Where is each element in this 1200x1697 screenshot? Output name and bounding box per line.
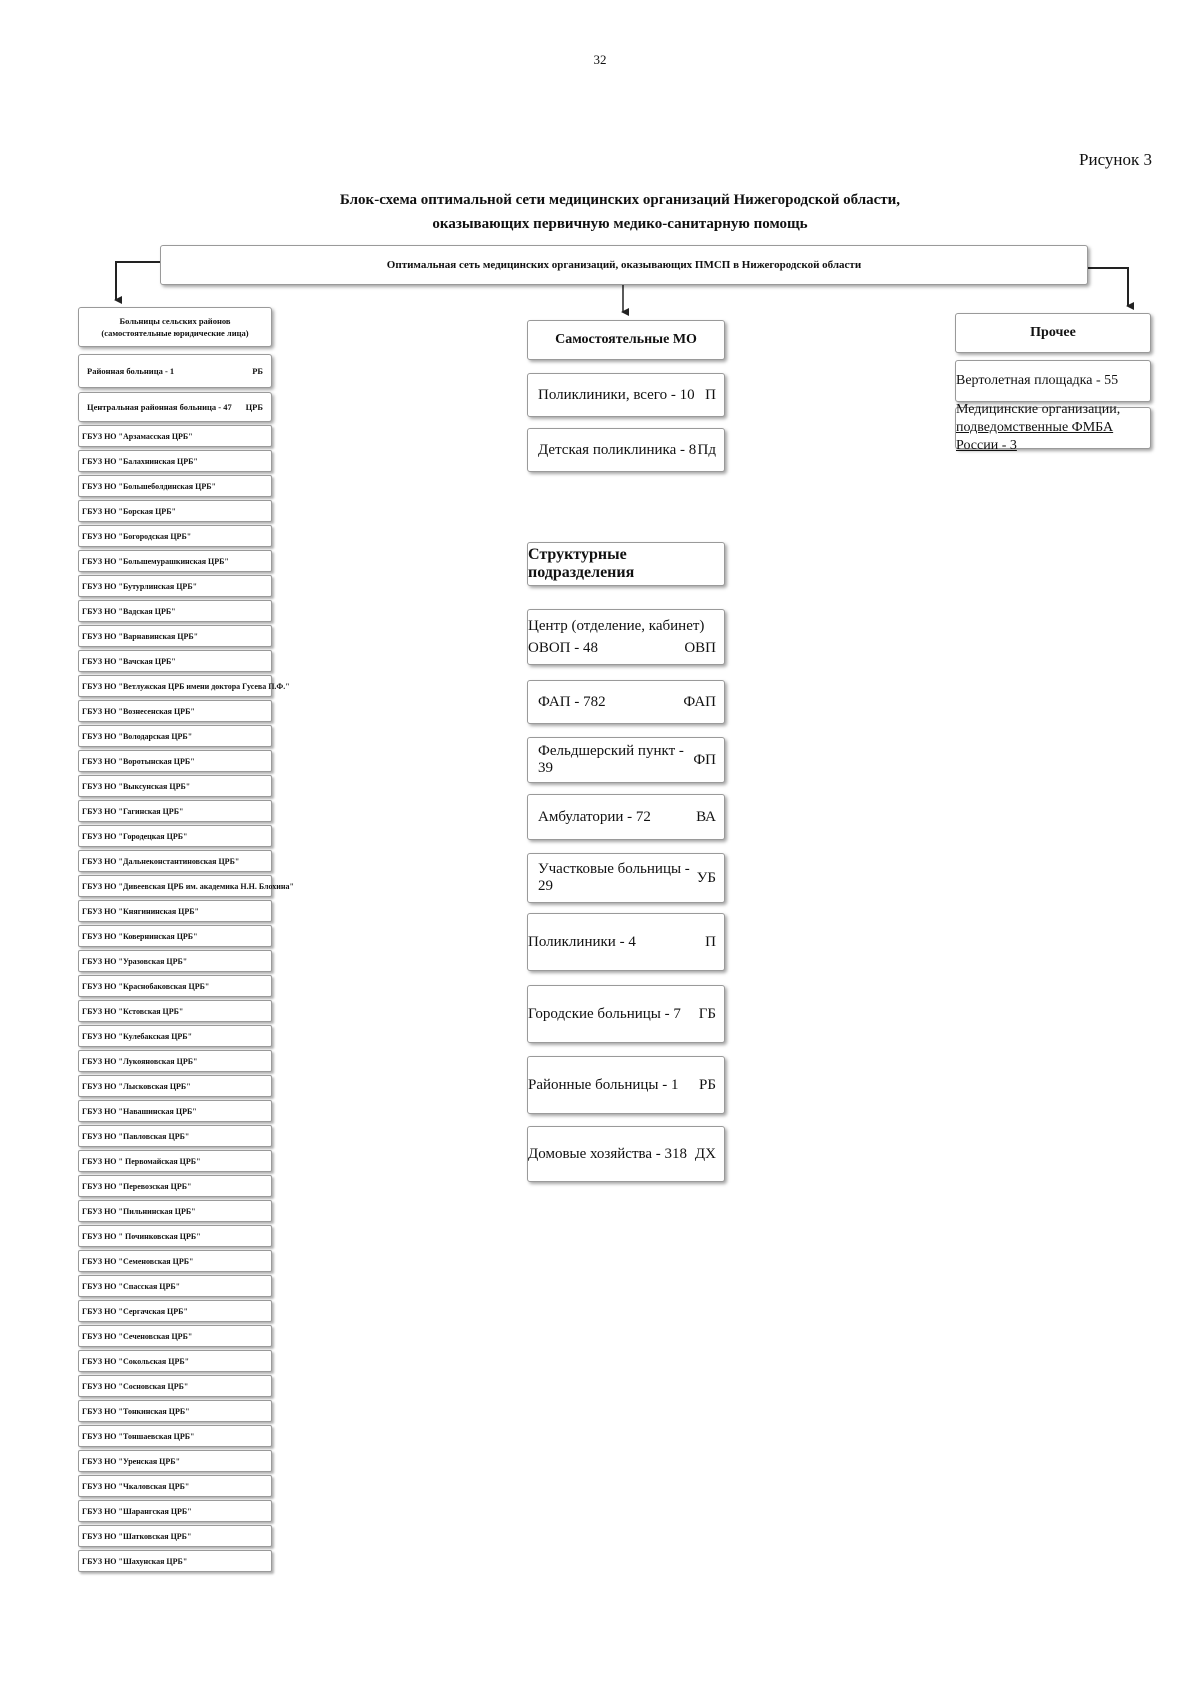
center-item-rayon-hospitals: [527, 1056, 725, 1114]
center-item-label: Домовые хозяйства - 318: [528, 1145, 688, 1162]
center-item-label: Фельдшерский пункт - 39: [538, 743, 684, 776]
diagram-title: [200, 188, 1040, 236]
center-item-code: Пд: [697, 441, 716, 458]
left-sub-2-label: Центральная районная больница - 47: [87, 402, 232, 412]
center-item-label: Районные больницы - 1: [528, 1076, 679, 1093]
center-item-code: ДХ: [694, 1145, 716, 1162]
left-header-line-1: Больницы сельских районов: [119, 316, 231, 326]
right-item-fmba-line1: Медицинские организации,: [956, 402, 1121, 417]
center-item-code: ВА: [696, 808, 716, 825]
left-hospital-item: ГБУЗ НО "Семеновская ЦРБ": [78, 1250, 272, 1272]
center-item-polyclinics: [527, 373, 725, 417]
left-hospital-item: ГБУЗ НО "Кулебакская ЦРБ": [78, 1025, 272, 1047]
left-hospital-item: ГБУЗ НО "Выксунская ЦРБ": [78, 775, 272, 797]
center-item-ovp-line1: Центр (отделение, кабинет): [528, 618, 705, 634]
center-item-households: [527, 1126, 725, 1182]
center-item-label: Поликлиники - 4: [528, 933, 636, 950]
left-hospital-item: ГБУЗ НО "Большеболдинская ЦРБ": [78, 475, 272, 497]
left-hospital-item: ГБУЗ НО "Бутурлинская ЦРБ": [78, 575, 272, 597]
connector-right: [1088, 268, 1128, 306]
center-item-code: УБ: [696, 869, 716, 886]
left-hospital-item: ГБУЗ НО "Ветлужская ЦРБ имени доктора Гусева П.Ф.": [78, 675, 272, 697]
center-item-label: ФАП - 782: [538, 693, 606, 710]
left-hospital-item: ГБУЗ НО "Сокольская ЦРБ": [78, 1350, 272, 1372]
center-item-ambulatory: [527, 794, 725, 840]
left-hospital-item: ГБУЗ НО "Тонкинская ЦРБ": [78, 1400, 272, 1422]
page-number: 32: [593, 52, 607, 67]
left-hospital-item: ГБУЗ НО "Лысковская ЦРБ": [78, 1075, 272, 1097]
right-item-fmba-line2: подведомственные ФМБА России - 3: [956, 420, 1114, 453]
left-hospital-item: ГБУЗ НО "Гагинская ЦРБ": [78, 800, 272, 822]
left-hospital-item: ГБУЗ НО "Сергачская ЦРБ": [78, 1300, 272, 1322]
left-header-line-2: (самостоятельные юридические лица): [101, 328, 249, 338]
center-item-label: Детская поликлиника - 8: [538, 441, 697, 458]
connector-left: [116, 262, 160, 300]
left-hospital-item: ГБУЗ НО "Ковернинская ЦРБ": [78, 925, 272, 947]
left-hospital-item: ГБУЗ НО "Балахнинская ЦРБ": [78, 450, 272, 472]
center-item-ovop: [527, 609, 725, 665]
left-hospital-item: ГБУЗ НО "Варнавинская ЦРБ": [78, 625, 272, 647]
left-hospital-item: ГБУЗ НО "Уренская ЦРБ": [78, 1450, 272, 1472]
left-hospital-item: ГБУЗ НО "Сосновская ЦРБ": [78, 1375, 272, 1397]
left-hospital-item: ГБУЗ НО "Шатковская ЦРБ": [78, 1525, 272, 1547]
left-hospital-item: ГБУЗ НО "Шарангская ЦРБ": [78, 1500, 272, 1522]
left-hospital-item: ГБУЗ НО "Спасская ЦРБ": [78, 1275, 272, 1297]
center-item-fap: [527, 680, 725, 724]
center-item-code: П: [705, 386, 716, 403]
left-hospital-item: ГБУЗ НО "Городецкая ЦРБ": [78, 825, 272, 847]
center-item-label: Городские больницы - 7: [528, 1005, 681, 1022]
center-item-code: ФАП: [683, 693, 716, 710]
center-item-code: ОВП: [684, 640, 716, 656]
left-header-node: [78, 307, 272, 347]
right-header-other: Прочее: [955, 313, 1151, 353]
left-hospital-item: ГБУЗ НО "Дивеевская ЦРБ им. академика Н.Н. Блохина": [78, 875, 272, 897]
left-sub-1-label: Районная больница - 1: [87, 366, 175, 376]
right-item-fmba: [955, 402, 1151, 453]
left-hospital-item: ГБУЗ НО "Краснобаковская ЦРБ": [78, 975, 272, 997]
left-hospital-item: ГБУЗ НО "Воротынская ЦРБ": [78, 750, 272, 772]
center-item-code: П: [705, 933, 716, 950]
left-sub-central-district-hospital: [78, 392, 272, 422]
left-hospital-item: ГБУЗ НО "Павловская ЦРБ": [78, 1125, 272, 1147]
figure-label: Рисунок 3: [1079, 150, 1152, 169]
left-hospital-item: ГБУЗ НО "Шахунская ЦРБ": [78, 1550, 272, 1572]
left-hospital-item: ГБУЗ НО "Кстовская ЦРБ": [78, 1000, 272, 1022]
left-sub-1-code: РБ: [252, 366, 263, 376]
center-header-structural: Структурные подразделения: [527, 542, 725, 586]
center-item-label: Амбулатории - 72: [538, 808, 651, 825]
left-hospital-item: ГБУЗ НО "Вадская ЦРБ": [78, 600, 272, 622]
left-hospital-item: ГБУЗ НО "Богородская ЦРБ": [78, 525, 272, 547]
right-item-helipad: Вертолетная площадка - 55: [955, 360, 1151, 402]
left-hospital-item: ГБУЗ НО "Навашинская ЦРБ": [78, 1100, 272, 1122]
center-item-label: ОВОП - 48: [528, 640, 598, 656]
left-hospital-item: ГБУЗ НО " Первомайская ЦРБ": [78, 1150, 272, 1172]
left-hospital-item: ГБУЗ НО "Арзамасская ЦРБ": [78, 425, 272, 447]
left-hospital-item: ГБУЗ НО "Пильнинская ЦРБ": [78, 1200, 272, 1222]
left-hospital-item: ГБУЗ НО " Починковская ЦРБ": [78, 1225, 272, 1247]
center-item-polyclinics-4: [527, 913, 725, 971]
left-hospital-item: ГБУЗ НО "Княгининская ЦРБ": [78, 900, 272, 922]
center-item-code: РБ: [699, 1076, 716, 1093]
center-item-label: Поликлиники, всего - 10: [538, 386, 695, 403]
left-hospital-item: ГБУЗ НО "Чкаловская ЦРБ": [78, 1475, 272, 1497]
left-hospital-item: ГБУЗ НО "Володарская ЦРБ": [78, 725, 272, 747]
center-item-feldsher-point: [527, 737, 725, 783]
center-item-district-hospitals: [527, 853, 725, 903]
root-node: Оптимальная сеть медицинских организаций, оказывающих ПМСП в Нижегородской области: [160, 245, 1088, 285]
center-item-code: ФП: [693, 751, 716, 768]
center-header-independent: Самостоятельные МО: [527, 320, 725, 360]
left-sub-2-code: ЦРБ: [245, 402, 263, 412]
left-hospital-item: ГБУЗ НО "Перевозская ЦРБ": [78, 1175, 272, 1197]
left-sub-district-hospital: [78, 354, 272, 388]
left-hospital-item: ГБУЗ НО "Вачская ЦРБ": [78, 650, 272, 672]
left-hospital-item: ГБУЗ НО "Борская ЦРБ": [78, 500, 272, 522]
center-item-label: Участковые больницы - 29: [538, 861, 690, 894]
left-hospital-item: ГБУЗ НО "Лукояновская ЦРБ": [78, 1050, 272, 1072]
left-hospital-item: ГБУЗ НО "Уразовская ЦРБ": [78, 950, 272, 972]
left-hospital-list: [78, 425, 294, 1575]
center-item-city-hospitals: [527, 985, 725, 1043]
left-hospital-item: ГБУЗ НО "Тоншаевская ЦРБ": [78, 1425, 272, 1447]
center-item-code: ГБ: [698, 1005, 716, 1022]
center-item-ovp-line2: [528, 637, 716, 659]
left-hospital-item: ГБУЗ НО "Большемурашкинская ЦРБ": [78, 550, 272, 572]
left-hospital-item: ГБУЗ НО "Сеченовская ЦРБ": [78, 1325, 272, 1347]
title-line-2: оказывающих первичную медико-санитарную помощь: [432, 216, 808, 232]
center-item-child-polyclinic: [527, 428, 725, 472]
left-hospital-item: ГБУЗ НО "Дальнеконстантиновская ЦРБ": [78, 850, 272, 872]
left-hospital-item: ГБУЗ НО "Вознесенская ЦРБ": [78, 700, 272, 722]
title-line-1: Блок-схема оптимальной сети медицинских организаций Нижегородской области,: [339, 192, 901, 208]
